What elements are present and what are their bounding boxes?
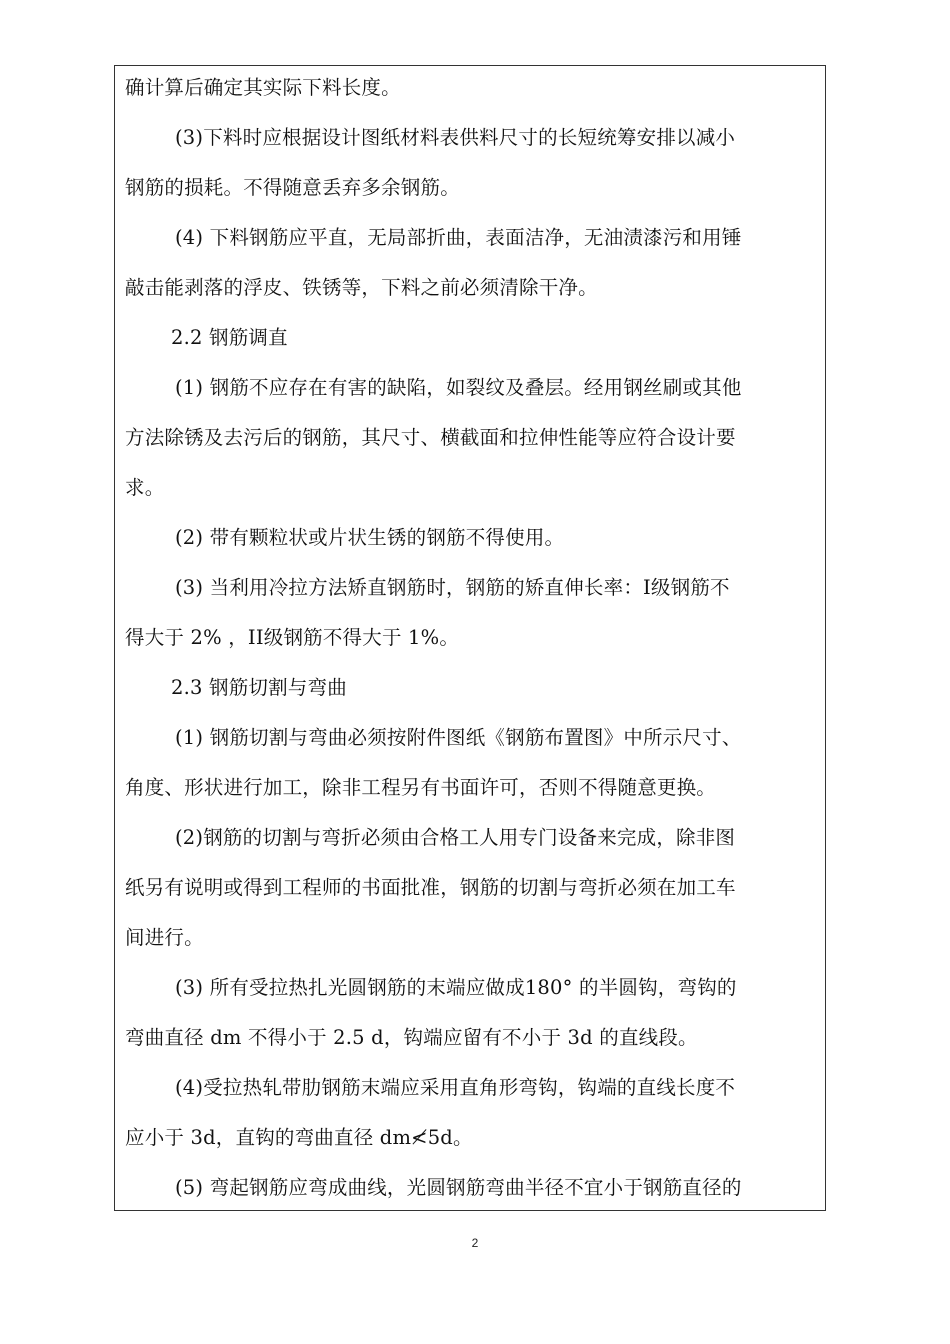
text-line: 角度、形状进行加工，除非工程另有书面许可，否则不得随意更换。 — [125, 776, 717, 799]
paragraph-line: (5) 弯起钢筋应弯成曲线，光圆钢筋弯曲半径不宜小于钢筋直径的 — [175, 1176, 742, 1199]
page-number: 2 — [471, 1236, 479, 1250]
document-frame — [114, 65, 826, 1211]
text-line: 敲击能剥落的浮皮、铁锈等，下料之前必须清除干净。 — [125, 276, 598, 299]
text-line: 钢筋的损耗。不得随意丢弃多余钢筋。 — [125, 176, 460, 199]
text-line: 弯曲直径 dm 不得小于 2.5 d，钩端应留有不小于 3d 的直线段。 — [125, 1026, 698, 1049]
text-line: 间进行。 — [125, 926, 204, 949]
text-line: 应小于 3d，直钩的弯曲直径 dm≮5d。 — [125, 1126, 473, 1149]
text-line: 确计算后确定其实际下料长度。 — [125, 76, 401, 99]
section-heading: 2.3 钢筋切割与弯曲 — [171, 676, 347, 699]
text-line: 求。 — [125, 476, 165, 499]
document-body — [125, 68, 821, 1211]
paragraph-line: (1) 钢筋不应存在有害的缺陷，如裂纹及叠层。经用钢丝刷或其他 — [175, 376, 742, 399]
paragraph-line: (2)钢筋的切割与弯折必须由合格工人用专门设备来完成，除非图 — [175, 826, 736, 849]
text-line: 纸另有说明或得到工程师的书面批准，钢筋的切割与弯折必须在加工车 — [125, 876, 736, 899]
text-line: 得大于 2% ，II级钢筋不得大于 1%。 — [125, 626, 460, 649]
section-heading: 2.2 钢筋调直 — [171, 326, 288, 349]
paragraph-line: (2) 带有颗粒状或片状生锈的钢筋不得使用。 — [175, 526, 565, 549]
paragraph-line: (3) 当利用冷拉方法矫直钢筋时，钢筋的矫直伸长率：I级钢筋不 — [175, 576, 730, 599]
paragraph-line: (3)下料时应根据设计图纸材料表供料尺寸的长短统筹安排以减小 — [175, 126, 736, 149]
paragraph-line: (3) 所有受拉热扎光圆钢筋的末端应做成180° 的半圆钩，弯钩的 — [175, 976, 737, 999]
text-line: 方法除锈及去污后的钢筋，其尺寸、横截面和拉伸性能等应符合设计要 — [125, 426, 736, 449]
paragraph-line: (1) 钢筋切割与弯曲必须按附件图纸《钢筋布置图》中所示尺寸、 — [175, 726, 742, 749]
paragraph-line: (4) 下料钢筋应平直，无局部折曲，表面洁净，无油渍漆污和用锤 — [175, 226, 742, 249]
paragraph-line: (4)受拉热轧带肋钢筋末端应采用直角形弯钩，钩端的直线长度不 — [175, 1076, 736, 1099]
